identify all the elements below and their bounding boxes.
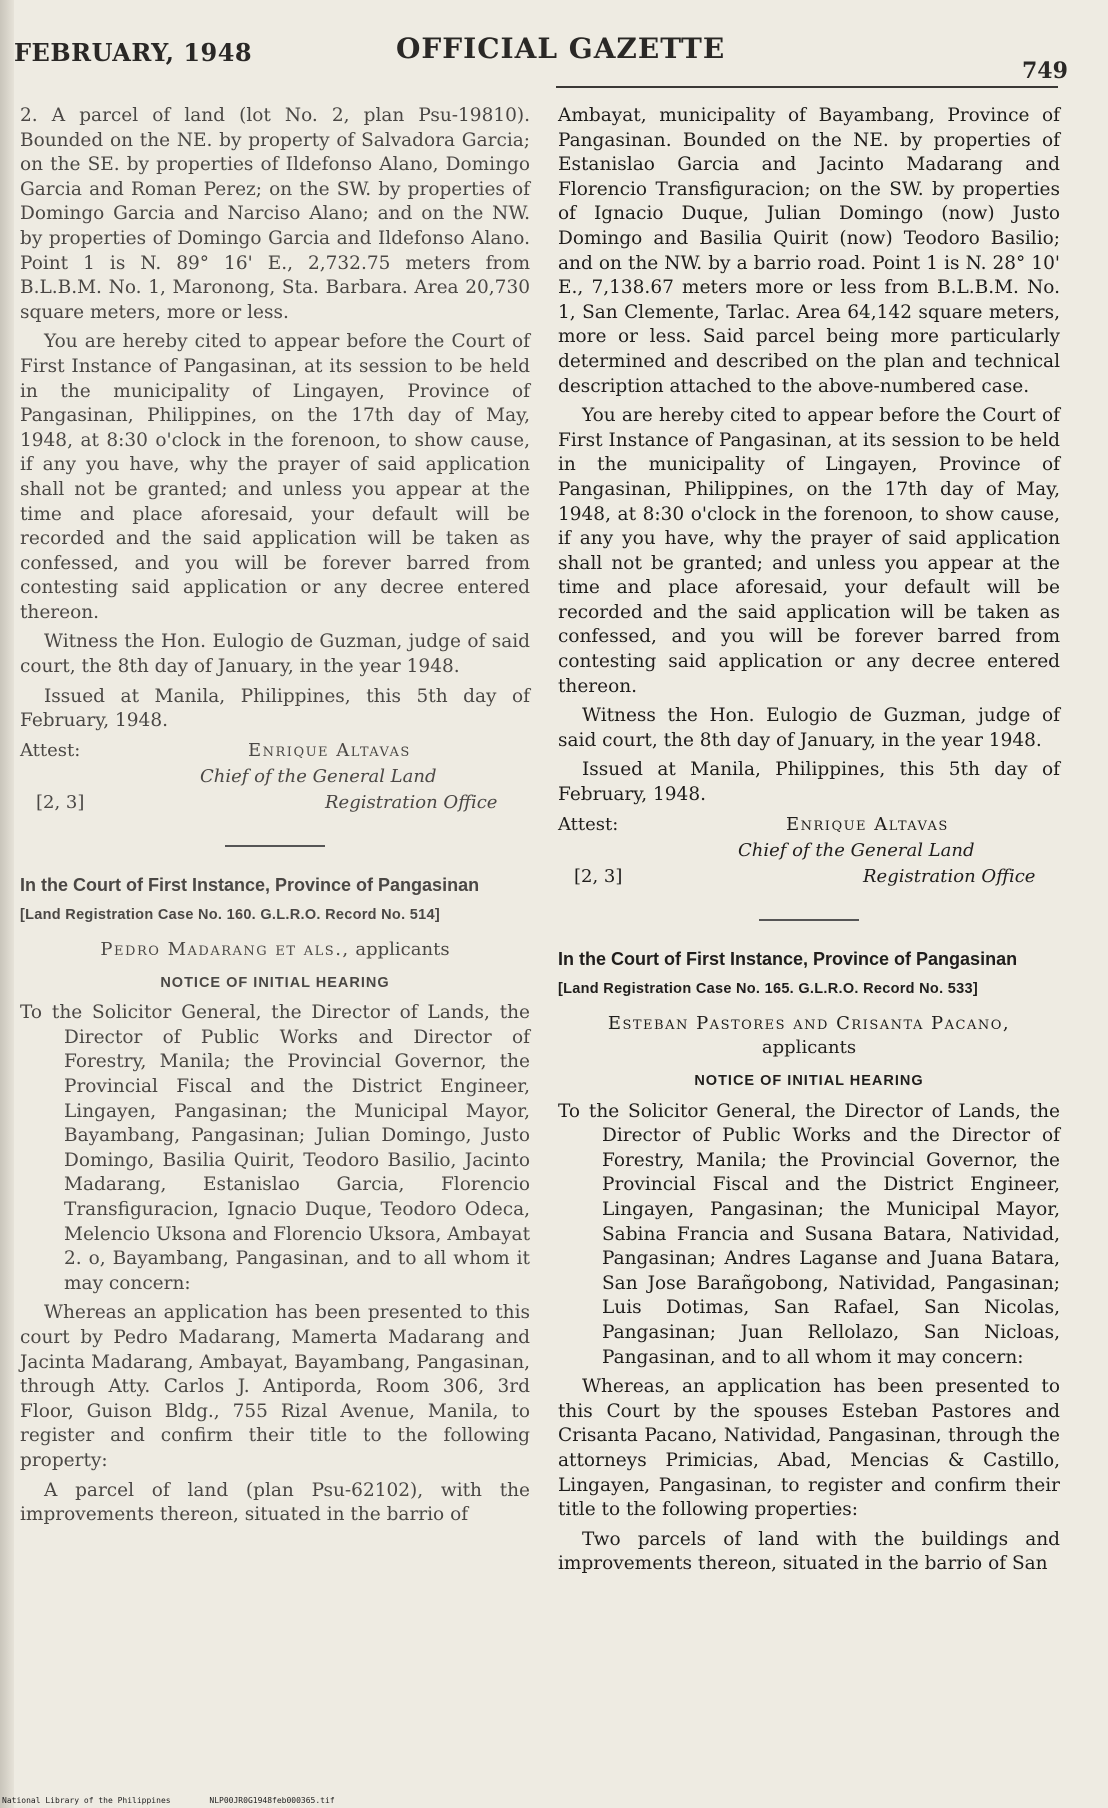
attest-name: Enrique Altavas [786,813,949,835]
attest-label: Attest: [20,739,81,761]
left-attest-block [20,739,530,823]
left-paragraph-witness: Witness the Hon. Eulogio de Guzman, judge of said court, the 8th day of January, in the year 1948. [20,631,530,678]
header-date: FEBRUARY, 1948 [14,38,253,67]
right-attest-block [558,813,1060,897]
court-heading: In the Court of First Instance, Province of Pangasinan [558,948,1018,969]
header-title: OFFICIAL GAZETTE [396,32,726,65]
left-paragraph-issued: Issued at Manila, Philippines, this 5th day of February, 1948. [20,685,530,732]
page-number: 749 [1022,58,1068,84]
right-paragraph-whereas: Whereas, an application has been presented to this Court by the spouses Esteban Pastores and Crisanta Pacano, Natividad, Pangasinan, through the attorneys Primicias, Abad, Mencias & Castillo, Lingayen, Pangasinan, to register and confirm their title to the following properties: [558,1376,1060,1521]
attest-reference: [2, 3] [36,791,85,813]
right-paragraph-citation: You are hereby cited to appear before the Court of First Instance of Pangasinan, at its session to be held in the municipality of Lingayen, Province of Pangasinan, Philippines, on the 17th day of May, 1948, at 8:30 o'clock in the forenoon, to show cause, if any you have, why the prayer of said application shall not be granted; and unless you appear at the time and place aforesaid, your default will be recorded and the said application will be taken as confessed, and you will be forever barred from contesting said application or any decree entered thereon. [558,405,1060,697]
attest-name: Enrique Altavas [248,739,411,761]
header-rule [556,86,1058,88]
right-column [558,104,1060,1582]
right-paragraph-addressees: To the Solicitor General, the Director of Lands, the Director of Public Works and the Director of Forestry, Manila; the Provincial Governor, the Provincial Fiscal and the District Engineer, Lingayen, Pangasinan; the Municipal Mayor, Sabina Francia and Susana Batara, Natividad, Pangasinan; Andres Laganse and Juana Batara, San Jose Barañgobong, Natividad, Pangasinan; Luis Dotimas, San Rafael, San Nicolas, Pangasinan; Juan Rellolazo, San Nicloas, Pangasinan, and to all whom it may concern: [558,1100,1060,1368]
left-paragraph-parcel-start: A parcel of land (plan Psu-62102), with the improvements thereon, situated in the barrio of [20,1479,530,1526]
court-heading: In the Court of First Instance, Province of Pangasinan [20,874,480,895]
attest-reference: [2, 3] [574,865,623,887]
attest-title-line2: Registration Office [325,791,498,813]
attest-title-line2: Registration Office [863,865,1036,887]
page-binding-edge [0,0,14,1808]
applicants-line [558,1012,1060,1061]
case-number: [Land Registration Case No. 165. G.L.R.O. Record No. 533] [558,981,978,998]
left-column [20,104,530,1533]
attest-label: Attest: [558,813,619,835]
right-paragraph-parcel: Ambayat, municipality of Bayambang, Province of Pangasinan. Bounded on the NE. by properties of Estanislao Garcia and Jacinto Madarang and Florencio Transfiguracion; on the SW. by properties of Ignacio Duque, Julian Domingo (now) Justo Domingo and Basilia Quirit (now) Teodoro Basilio; and on the NW. by a barrio road. Point 1 is N. 28° 10' E., 7,138.67 meters more or less from B.L.B.M. No. 1, San Clemente, Tarlac. Area 64,142 square meters, more or less. Said parcel being more particularly determined and described on the plan and technical description attached to the above-numbered case. [558,105,1060,397]
applicants-line [20,938,530,963]
notice-heading: NOTICE OF INITIAL HEARING [694,1073,924,1089]
section-divider [225,845,325,847]
applicants-word: applicants [761,1037,857,1059]
right-paragraph-parcels-start: Two parcels of land with the buildings and improvements thereon, situated in the barrio of San [558,1528,1060,1575]
attest-title-line1: Chief of the General Land [200,765,437,787]
right-paragraph-issued: Issued at Manila, Philippines, this 5th day of February, 1948. [558,759,1060,806]
left-paragraph-citation: You are hereby cited to appear before the Court of First Instance of Pangasinan, at its session to be held in the municipality of Lingayen, Province of Pangasinan, Philippines, on the 17th day of May, 1948, at 8:30 o'clock in the forenoon, to show cause, if any you have, why the prayer of said application shall not be granted; and unless you appear at the time and place aforesaid, your default will be recorded and the said application will be taken as confessed, and you will be forever barred from contesting said application or any decree entered thereon. [20,331,530,623]
left-paragraph-whereas: Whereas an application has been presented to this court by Pedro Madarang, Mamerta Madarang and Jacinta Madarang, Ambayat, Bayambang, Pangasinan, through Atty. Carlos J. Antiporda, Room 306, 3rd Floor, Guison Bldg., 755 Rizal Avenue, Manila, to register and confirm their title to the following property: [20,1302,530,1471]
left-paragraph-addressees: To the Solicitor General, the Director of Lands, the Director of Public Works and Director of Forestry, Manila; the Provincial Governor, the Provincial Fiscal and the District Engineer, Lingayen, Pangasinan; the Municipal Mayor, Bayambang, Pangasinan; Julian Domingo, Justo Domingo, Basilia Quirit, Teodoro Basilio, Jacinto Madarang, Estanislao Garcia, Florencio Transfiguracion, Ignacio Duque, Teodoro Odeca, Melencio Uksona and Florencio Uksora, Ambayat 2. o, Bayambang, Pangasinan, and to all whom it may concern: [20,1002,530,1294]
section-divider [759,919,859,921]
footer-filename: NLP00JR0G1948feb000365.tif [209,1796,335,1805]
case-number: [Land Registration Case No. 160. G.L.R.O. Record No. 514] [20,907,440,924]
applicant-names: Esteban Pastores and Crisanta Pacano, [607,1012,1011,1034]
notice-heading: NOTICE OF INITIAL HEARING [160,974,390,991]
applicant-names: Pedro Madarang et als., [100,939,350,961]
right-paragraph-witness: Witness the Hon. Eulogio de Guzman, judge of said court, the 8th day of January, in the year 1948. [558,705,1060,751]
applicants-word: applicants [355,939,450,961]
page-header [14,30,1068,84]
scan-footer [2,1796,369,1805]
left-paragraph-parcel: 2. A parcel of land (lot No. 2, plan Psu-19810). Bounded on the NE. by property of Salvadora Garcia; on the SE. by properties of Ildefonso Alano, Domingo Garcia and Roman Perez; on the SW. by properties of Domingo Garcia and Narciso Alano; and on the NW. by properties of Domingo Garcia and Ildefonso Alano. Point 1 is N. 89° 16' E., 2,732.75 meters from B.L.B.M. No. 1, Maronong, Sta. Barbara. Area 20,730 square meters, more or less. [20,105,530,323]
attest-title-line1: Chief of the General Land [738,839,975,861]
footer-source: National Library of the Philippines [2,1796,171,1805]
